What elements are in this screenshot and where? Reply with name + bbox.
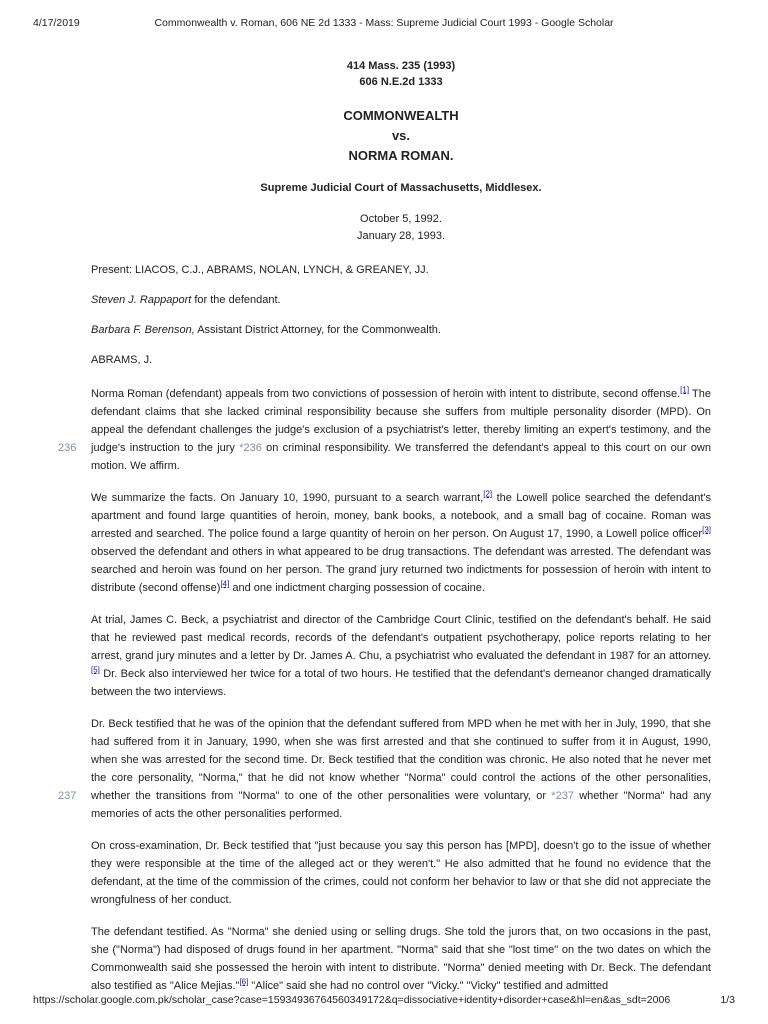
caption-party-1: COMMONWEALTH — [343, 108, 459, 123]
court-name: Supreme Judicial Court of Massachusetts, Middlesex. — [260, 182, 542, 194]
opinion-paragraph-4 — [58, 715, 712, 823]
page-margin-236: 236 — [58, 442, 77, 454]
date-argued: October 5, 1992. — [360, 213, 442, 225]
paragraph-text: the Lowell police searched the defendant's apartment and found large quantities of heroin, money, bank books, a notebook, and a small bag of cocaine. Roman was arrested and searched. The police found a large quantity of heroin on her person. On August 17, 1990, a Lowell police officer — [91, 492, 711, 540]
paragraph-text: Dr. Beck also interviewed her twice for a total of two hours. He testified that the defendant's demeanor changed dramatically between the two interviews. — [91, 668, 711, 698]
defense-counsel — [91, 291, 711, 309]
footnote-link-6[interactable]: [6] — [239, 977, 249, 987]
print-date: 4/17/2019 — [33, 17, 80, 29]
print-page-number: 1/3 — [720, 994, 735, 1006]
page-marker-237[interactable]: *237 — [551, 790, 574, 802]
paragraph-text: The defendant claims that she lacked criminal responsibility because she suffers from multiple personality disorder (MPD). On appeal the defendant challenges the judge's exclusion of a psychiatrist's letter, thereby limiting an expert's testimony, and the judge's instruction to the jury — [91, 388, 712, 454]
paragraph-text: on criminal responsibility. We transferred the defendant's appeal to this court on our own motion. We affirm. — [91, 442, 711, 472]
opinion-paragraph-5 — [91, 837, 711, 909]
print-url: https://scholar.google.com.pk/scholar_case?case=15934936764560349172&q=dissociative+identity+disorder+case&hl=en&as_sdt=2006 — [33, 994, 671, 1006]
paragraph-text: "Alice" said she had no control over "Vicky." "Vicky" testified and admitted — [248, 980, 609, 992]
defense-counsel-name: Steven J. Rappaport — [91, 294, 192, 306]
citation-reporter-1: 414 Mass. 235 (1993) — [346, 60, 456, 72]
date-decided: January 28, 1993. — [356, 230, 446, 242]
page-marker-236[interactable]: *236 — [239, 442, 262, 454]
print-header — [33, 17, 735, 31]
paragraph-text: whether "Norma" had any memories of acts the other personalities performed. — [91, 790, 712, 820]
citation-block — [91, 58, 711, 90]
citation-reporter-2: 606 N.E.2d 1333 — [359, 76, 443, 88]
opinion-paragraph-6 — [91, 923, 711, 995]
opinion-author: ABRAMS, J. — [91, 354, 153, 366]
case-dates — [91, 211, 711, 245]
paragraph-text: Norma Roman (defendant) appeals from two convictions of possession of heroin with intent to distribute, second offense. — [91, 388, 681, 400]
defense-counsel-role: for the defendant. — [191, 294, 281, 306]
paragraph-text: Dr. Beck testified that he was of the opinion that the defendant suffered from MPD when he met with her in July, 1990, that she had suffered from it in January, 1990, when she was first arrested and that she continued to suffer from it in August, 1990, when she was arrested for the second time. Dr. Beck testified that the condition was chronic. He also noted that he never met the core personality, "Norma," that he did not know whether "Norma" could control the actions of the other personalities, whether the transitions from "Norma" to one of the other personalities were voluntary, or — [91, 718, 711, 802]
footnote-link-5[interactable]: [5] — [91, 665, 100, 675]
prosecution-counsel — [91, 321, 711, 339]
opinion-paragraph-3 — [91, 611, 711, 701]
case-caption — [91, 106, 711, 166]
paragraph-text: At trial, James C. Beck, a psychiatrist and director of the Cambridge Court Clinic, testified on the defendant's behalf. He said that he reviewed past medical records, records of the defendant's outpatient psychotherapy, police reports relating to her arrest, grand jury minutes and a letter by Dr. James A. Chu, a psychiatrist who evaluated the defendant in 1987 for an attorney. — [91, 614, 711, 662]
case-document — [58, 58, 712, 995]
paragraph-text: The defendant testified. As "Norma" she denied using or selling drugs. She told the jurors that, on two occasions in the past, she ("Norma") had disposed of drugs found in her apartment. "Norma" said that she "lost time" on the two dates on which the Commonwealth said she possessed the heroin with intent to distribute. "Norma" denied meeting with Dr. Beck. The defendant also testified as "Alice Mejias." — [91, 926, 711, 992]
paragraph-text: On cross-examination, Dr. Beck testified that "just because you say this person has [MPD], doesn't go to the issue of whether they were responsible at the time of the alleged act or they weren't." He also admitted that he found no evidence that the defendant, at the time of the commission of the crimes, could not conform her behavior to law or that she did not appreciate the wrongfulness of her conduct. — [91, 840, 711, 906]
present-justices: Present: LIACOS, C.J., ABRAMS, NOLAN, LYNCH, & GREANEY, JJ. — [91, 264, 429, 276]
caption-vs: vs. — [391, 128, 411, 143]
prosecution-counsel-role: Assistant District Attorney, for the Commonwealth. — [194, 324, 441, 336]
caption-party-2: NORMA ROMAN. — [348, 148, 454, 163]
footnote-link-4[interactable]: [4] — [220, 579, 230, 589]
paragraph-text: We summarize the facts. On January 10, 1990, pursuant to a search warrant, — [91, 492, 484, 504]
opinion-paragraph-2 — [91, 489, 711, 597]
footnote-link-1[interactable]: [1] — [680, 385, 690, 395]
footnote-link-2[interactable]: [2] — [483, 489, 493, 499]
paragraph-text: observed the defendant and others in what appeared to be drug transactions. The defendant was arrested. The defendant was searched and heroin was found on her person. The grand jury returned two indictments for possession of heroin with intent to distribute (second offense) — [91, 546, 711, 594]
prosecution-counsel-name: Barbara F. Berenson, — [91, 324, 195, 336]
footnote-link-3[interactable]: [3] — [702, 525, 711, 535]
print-title: Commonwealth v. Roman, 606 NE 2d 1333 - Mass: Supreme Judicial Court 1993 - Google Scholar — [154, 17, 614, 29]
print-footer — [33, 994, 735, 1008]
page-margin-237: 237 — [58, 790, 77, 802]
paragraph-text: and one indictment charging possession of cocaine. — [229, 582, 485, 594]
opinion-paragraph-1 — [58, 385, 712, 475]
